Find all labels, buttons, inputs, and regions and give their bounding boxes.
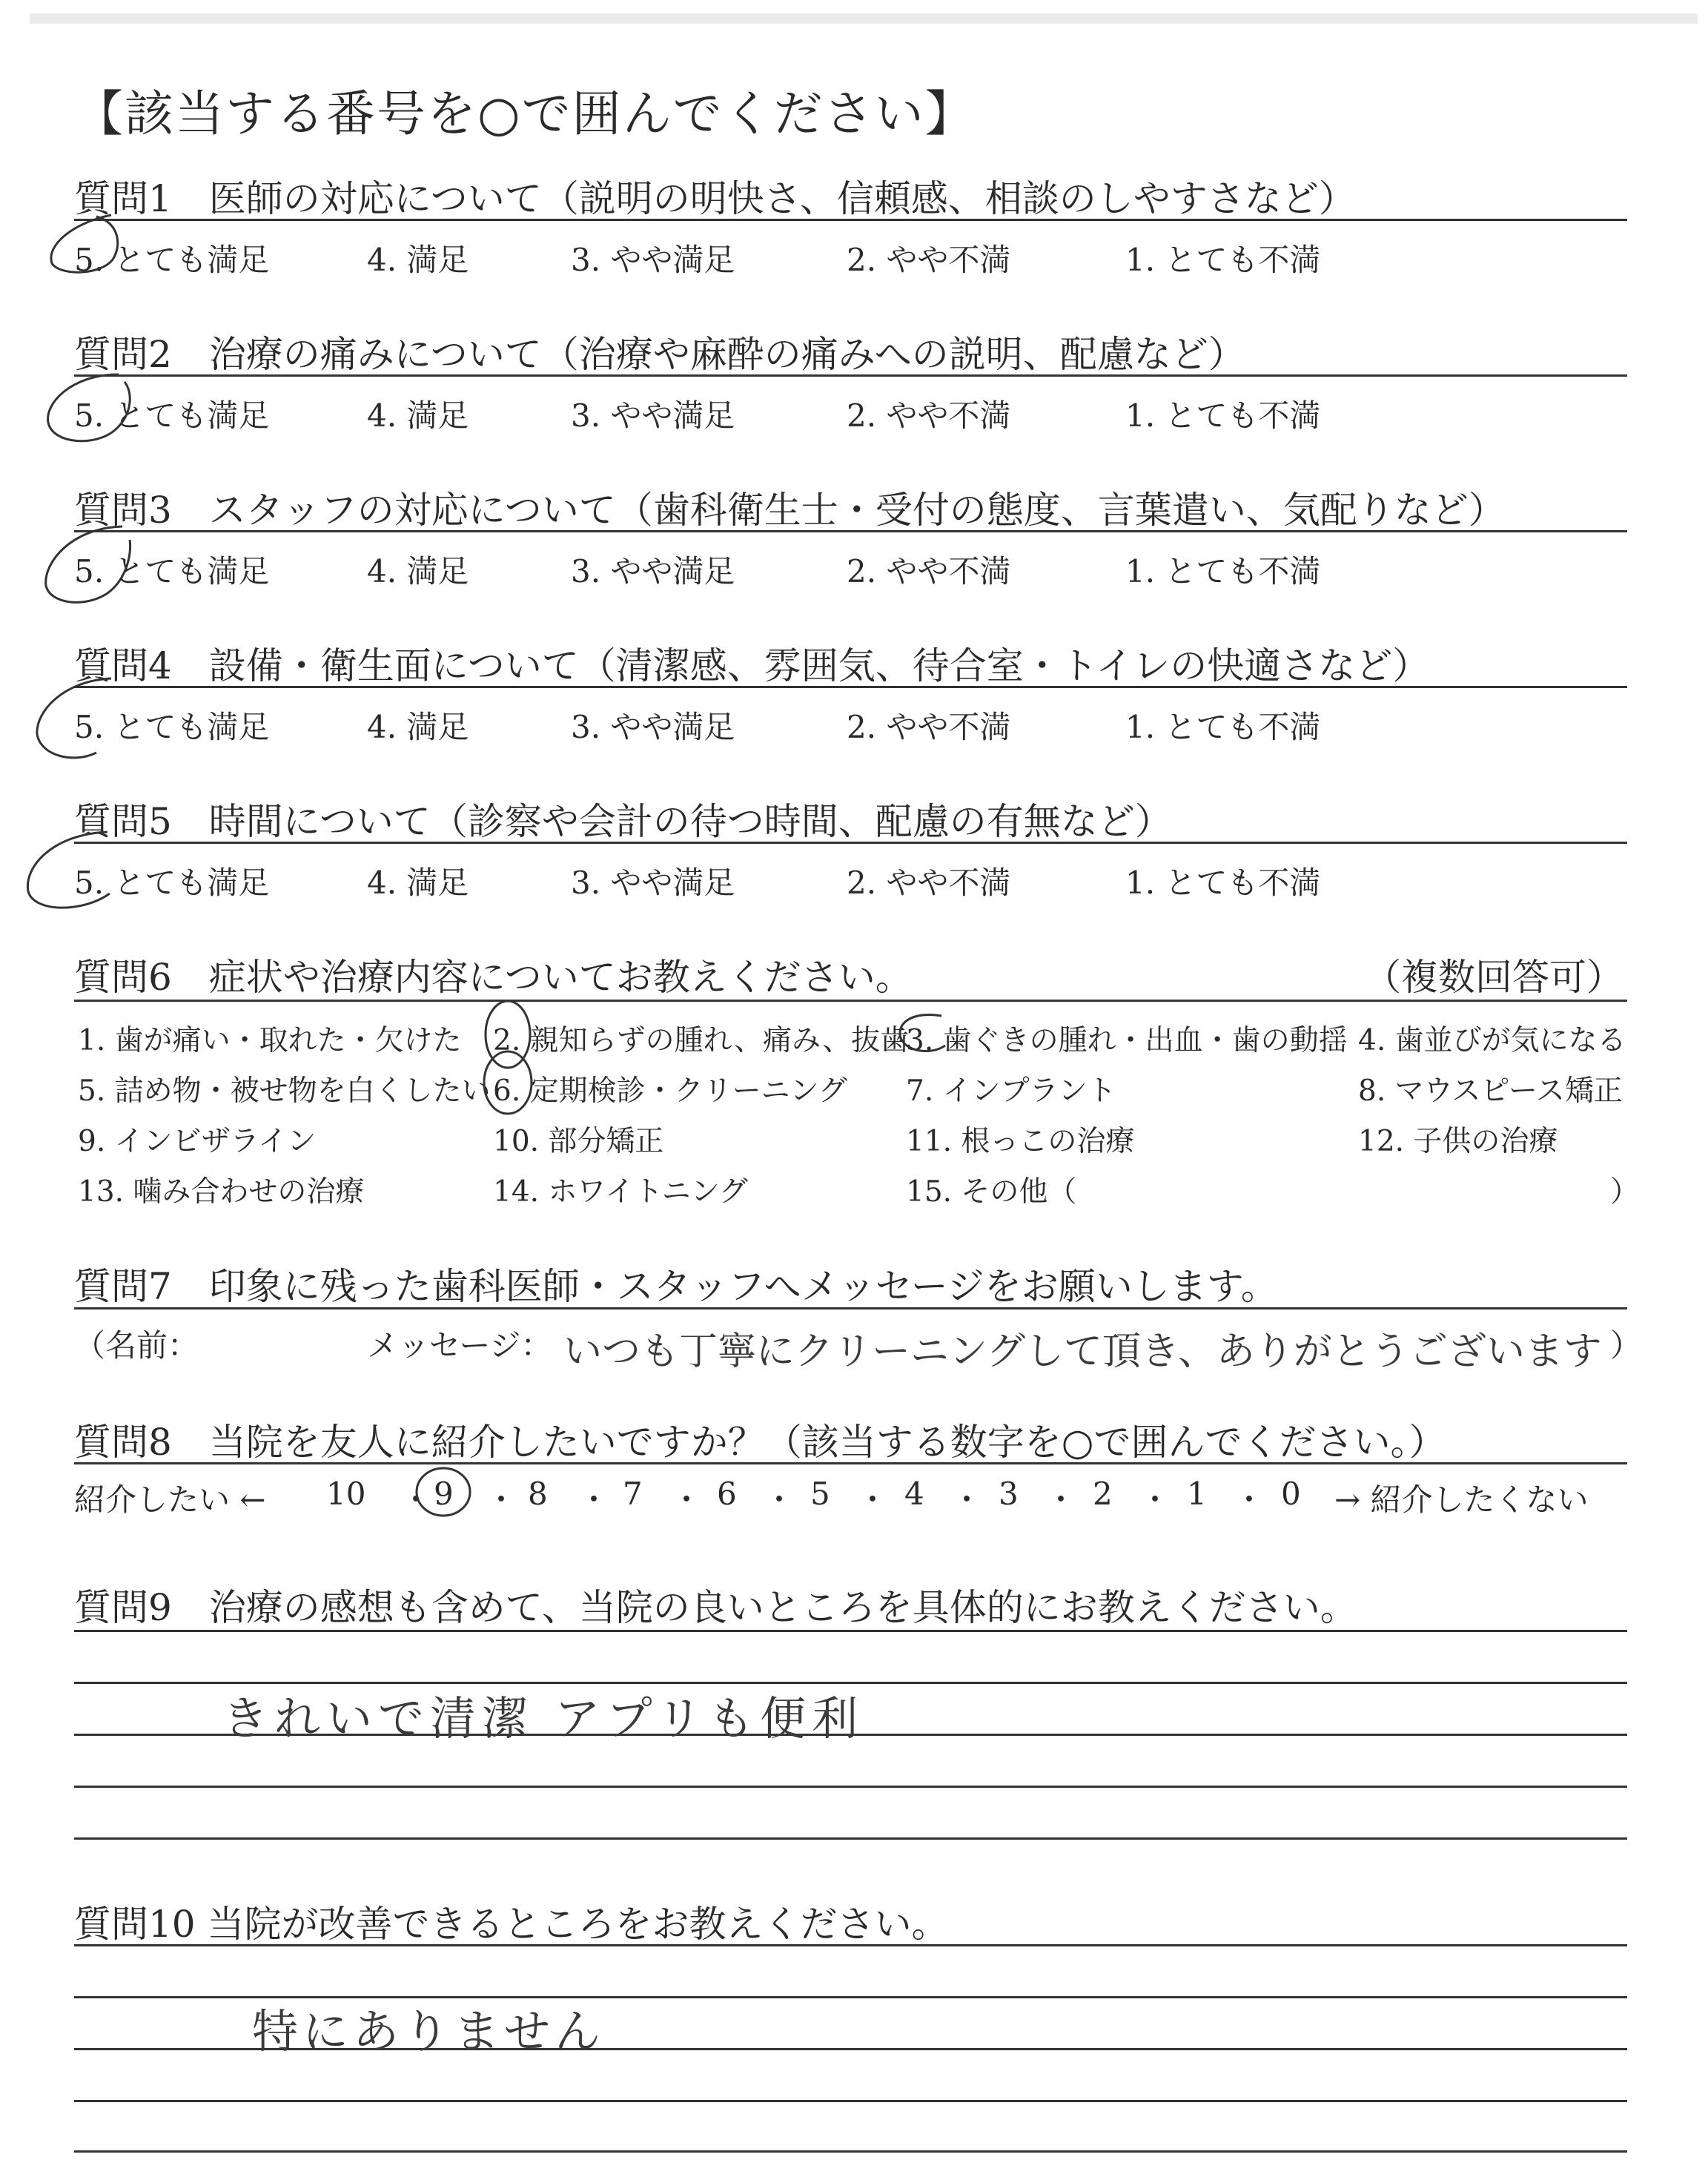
q3-label: 質問3 スタッフの対応について（歯科衛生士・受付の態度、言葉遣い、気配りなど） [74,489,1506,532]
q4-option-3[interactable]: 3. やや満足 [571,709,735,745]
q1-option-3[interactable]: 3. やや満足 [571,242,735,278]
divider [74,1000,1627,1002]
q9-handwritten-answer: きれいで清潔 アプリも便利 [222,1691,864,1745]
q8-dot: ・ [764,1482,795,1518]
q2-option-4[interactable]: 4. 満足 [367,397,469,434]
q8-score-3[interactable]: 3 [999,1476,1019,1512]
q6-label: 質問6 症状や治療内容についてお教えください。 [74,956,913,999]
answer-line [74,1944,1627,1946]
q5-option-1[interactable]: 1. とても不満 [1125,865,1321,901]
q2-option-3[interactable]: 3. やや満足 [571,397,735,434]
divider [74,1462,1627,1464]
q8-score-10[interactable]: 10 [326,1476,366,1512]
q6-other-close: ） [1610,1175,1640,1209]
q7-message-label: メッセージ： [367,1327,552,1364]
q6-option-15[interactable]: 15. その他（ [906,1175,1077,1209]
q8-dot: ・ [486,1482,517,1518]
answer-line [74,1837,1627,1840]
q8-dot: ・ [1045,1482,1077,1518]
q5-option-5[interactable]: 5. とても満足 [74,865,270,901]
q8-dot: ・ [1139,1482,1171,1518]
answer-line [74,1630,1627,1632]
q8-dot: ・ [578,1482,610,1518]
q2-label: 質問2 治療の痛みについて（治療や麻酔の痛みへの説明、配慮など） [74,333,1245,376]
q8-score-7[interactable]: 7 [623,1476,643,1512]
answer-line [74,1786,1627,1788]
q8-score-9[interactable]: 9 [434,1476,454,1512]
answer-line [74,2150,1627,2153]
q5-label: 質問5 時間について（診察や会計の待つ時間、配慮の有無など） [74,800,1172,843]
q7-close-paren: ） [1610,1327,1642,1364]
q6-option-13[interactable]: 13. 噛み合わせの治療 [78,1175,365,1209]
q8-dot: ・ [400,1482,432,1518]
q8-dot: ・ [857,1482,889,1518]
q4-option-1[interactable]: 1. とても不満 [1125,709,1321,745]
q4-label: 質問4 設備・衛生面について（清潔感、雰囲気、待合室・トイレの快適さなど） [74,644,1430,687]
divider [74,219,1627,221]
divider [74,686,1627,688]
q10-label: 質問10 当院が改善できるところをお教えください。 [74,1903,949,1946]
q5-option-4[interactable]: 4. 満足 [367,865,469,901]
q8-dot: ・ [1234,1482,1265,1518]
q6-option-11[interactable]: 11. 根っこの治療 [906,1125,1135,1158]
page-title: 【該当する番号を○で囲んでください】 [74,85,976,142]
scan-top-edge [30,13,1698,24]
q2-option-1[interactable]: 1. とても不満 [1125,397,1321,434]
q6-option-3[interactable]: 3. 歯ぐきの腫れ・出血・歯の動揺 [906,1024,1348,1057]
q6-option-6[interactable]: 6. 定期検診・クリーニング [493,1074,847,1108]
q8-score-5[interactable]: 5 [810,1476,830,1512]
answer-line [74,2100,1627,2102]
q5-option-2[interactable]: 2. やや不満 [847,865,1011,901]
q8-score-1[interactable]: 1 [1187,1476,1207,1512]
q6-option-12[interactable]: 12. 子供の治療 [1358,1125,1558,1158]
q2-option-5[interactable]: 5. とても満足 [74,397,270,434]
q8-score-2[interactable]: 2 [1093,1476,1113,1512]
q4-option-5[interactable]: 5. とても満足 [74,709,270,745]
q6-option-14[interactable]: 14. ホワイトニング [493,1175,748,1209]
q6-note: （複数回答可） [1364,956,1623,999]
q9-label: 質問9 治療の感想も含めて、当院の良いところを具体的にお教えください。 [74,1586,1357,1629]
q3-option-2[interactable]: 2. やや不満 [847,553,1011,589]
q8-score-6[interactable]: 6 [717,1476,737,1512]
divider [74,530,1627,532]
divider [74,1307,1627,1309]
q3-option-1[interactable]: 1. とても不満 [1125,553,1321,589]
q8-label: 質問8 当院を友人に紹介したいですか？（該当する数字を○で囲んでください。） [74,1421,1446,1464]
q8-score-4[interactable]: 4 [904,1476,924,1512]
q3-option-3[interactable]: 3. やや満足 [571,553,735,589]
q6-option-5[interactable]: 5. 詰め物・被せ物を白くしたい [78,1074,491,1108]
q5-option-3[interactable]: 3. やや満足 [571,865,735,901]
q2-option-2[interactable]: 2. やや不満 [847,397,1011,434]
q4-option-2[interactable]: 2. やや不満 [847,709,1011,745]
q6-option-4[interactable]: 4. 歯並びが気になる [1358,1024,1626,1057]
q6-option-2[interactable]: 2. 親知らずの腫れ、痛み、抜歯 [493,1024,910,1057]
q8-dot: ・ [671,1482,703,1518]
q8-right-label: → 紹介したくない [1334,1482,1589,1518]
divider [74,374,1627,377]
q7-handwritten-message: いつも丁寧にクリーニングして頂き、ありがとうございます [563,1330,1602,1374]
q4-option-4[interactable]: 4. 満足 [367,709,469,745]
q6-option-9[interactable]: 9. インビザライン [78,1125,317,1158]
q8-dot: ・ [951,1482,983,1518]
q8-score-8[interactable]: 8 [528,1476,548,1512]
q6-option-10[interactable]: 10. 部分矯正 [493,1125,664,1158]
q1-label: 質問1 医師の対応について（説明の明快さ、信頼感、相談のしやすさなど） [74,177,1356,220]
q6-option-1[interactable]: 1. 歯が痛い・取れた・欠けた [78,1024,462,1057]
q8-left-label: 紹介したい ← [74,1482,266,1518]
q1-option-5[interactable]: 5. とても満足 [74,242,270,278]
q8-score-0[interactable]: 0 [1281,1476,1301,1512]
q1-option-1[interactable]: 1. とても不満 [1125,242,1321,278]
q10-handwritten-answer: 特にありません [252,2004,606,2058]
q1-option-4[interactable]: 4. 満足 [367,242,469,278]
q7-name-label: （名前： [74,1327,199,1364]
divider [74,842,1627,844]
q1-option-2[interactable]: 2. やや不満 [847,242,1011,278]
q6-option-8[interactable]: 8. マウスピース矯正 [1358,1074,1623,1108]
q6-option-7[interactable]: 7. インプラント [906,1074,1116,1108]
q3-option-4[interactable]: 4. 満足 [367,553,469,589]
q7-label: 質問7 印象に残った歯科医師・スタッフへメッセージをお願いします。 [74,1265,1278,1308]
q3-option-5[interactable]: 5. とても満足 [74,553,270,589]
